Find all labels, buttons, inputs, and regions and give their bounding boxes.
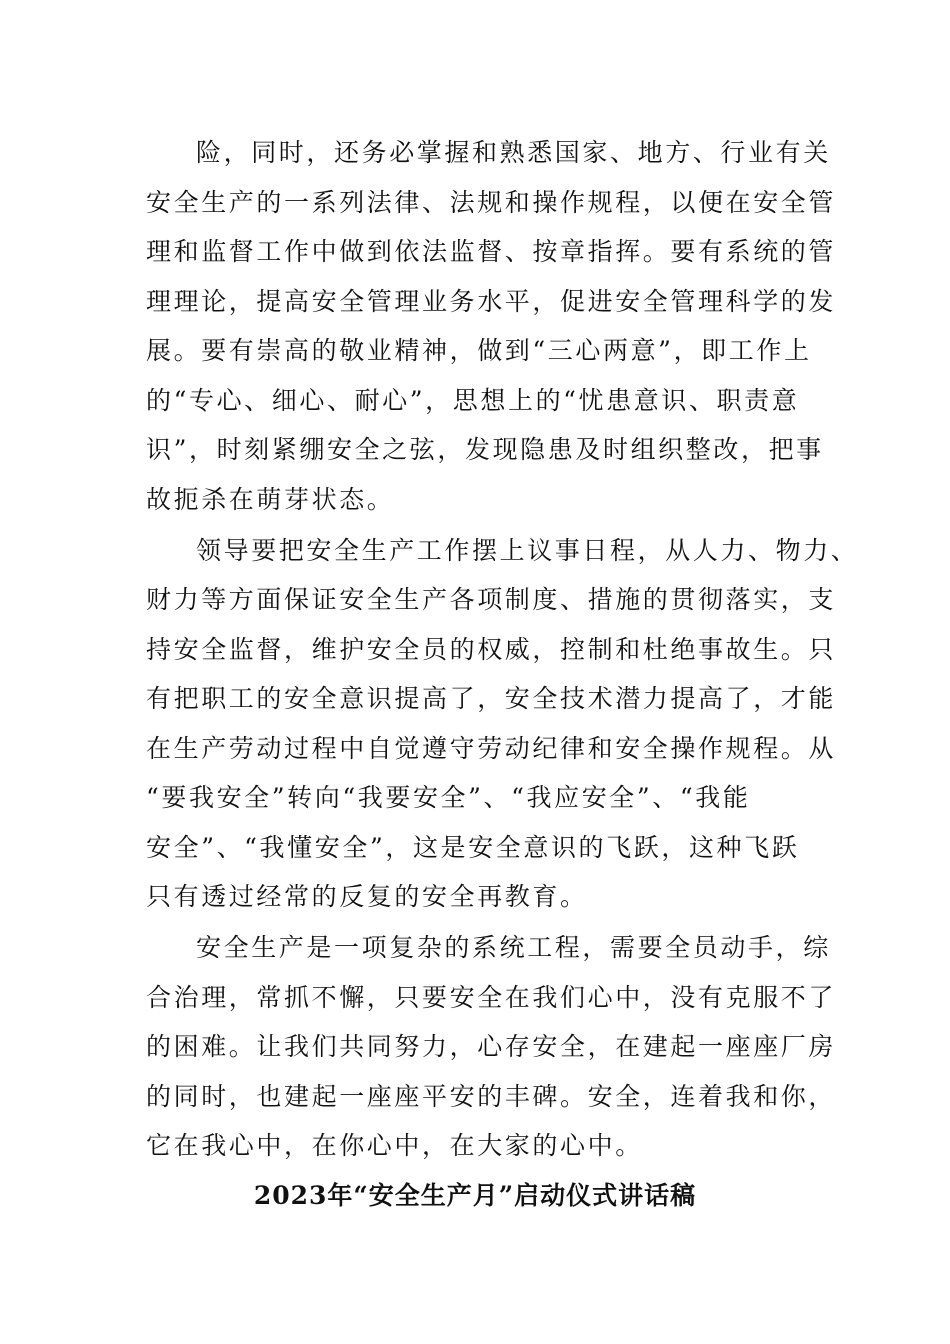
paragraph-1-line-2: 安全生产的一系列法律、法规和操作规程，以便在安全管 — [146, 188, 837, 217]
paragraph-2-line-6: “要我安全”转向“我要安全”、“我应安全”、“我能 — [146, 783, 751, 812]
paragraph-2-line-4: 有把职工的安全意识提高了，安全技术潜力提高了，才能 — [146, 684, 837, 713]
paragraph-1-line-5: 展。要有崇高的敬业精神，做到“三心两意”，即工作上 — [146, 336, 812, 365]
paragraph-2-line-7: 安全”、“我懂安全”，这是安全意识的飞跃，这种飞跃 — [146, 833, 800, 862]
paragraph-3-line-1: 安全生产是一项复杂的系统工程，需要全员动手，综 — [196, 933, 831, 962]
paragraph-2-line-5: 在生产劳动过程中自觉遵守劳动纪律和安全操作规程。从 — [146, 734, 837, 763]
paragraph-1-line-4: 理理论，提高安全管理业务水平，促进安全管理科学的发 — [146, 287, 837, 316]
paragraph-1-line-7: 识”，时刻紧绷安全之弦，发现隐患及时组织整改，把事 — [146, 435, 824, 464]
paragraph-3-line-2: 合治理，常抓不懈，只要安全在我们心中，没有克服不了 — [146, 983, 837, 1012]
paragraph-2-line-3: 持安全监督，维护安全员的权威，控制和杜绝事故生。只 — [146, 635, 837, 664]
paragraph-1-line-3: 理和监督工作中做到依法监督、按章指挥。要有系统的管 — [146, 237, 837, 266]
section-title: 2023年“安全生产月”启动仪式讲话稿 — [253, 1181, 697, 1210]
paragraph-1-line-8: 故扼杀在萌芽状态。 — [146, 485, 395, 514]
paragraph-1-line-6: 的“专心、细心、耐心”，思想上的“忧患意识、职责意 — [146, 386, 800, 415]
paragraph-2-line-1: 领导要把安全生产工作摆上议事日程，从人力、物力、 — [196, 536, 859, 565]
paragraph-3-line-5: 它在我心中，在你心中，在大家的心中。 — [146, 1131, 643, 1160]
paragraph-3-line-3: 的困难。让我们共同努力，心存安全，在建起一座座厂房 — [146, 1032, 837, 1061]
paragraph-3-line-4: 的同时，也建起一座座平安的丰碑。安全，连着我和你， — [146, 1082, 837, 1111]
paragraph-1-line-1: 险，同时，还务必掌握和熟悉国家、地方、行业有关 — [196, 138, 831, 167]
paragraph-2-line-8: 只有透过经常的反复的安全再教育。 — [146, 882, 588, 911]
paragraph-2-line-2: 财力等方面保证安全生产各项制度、措施的贯彻落实，支 — [146, 585, 837, 614]
